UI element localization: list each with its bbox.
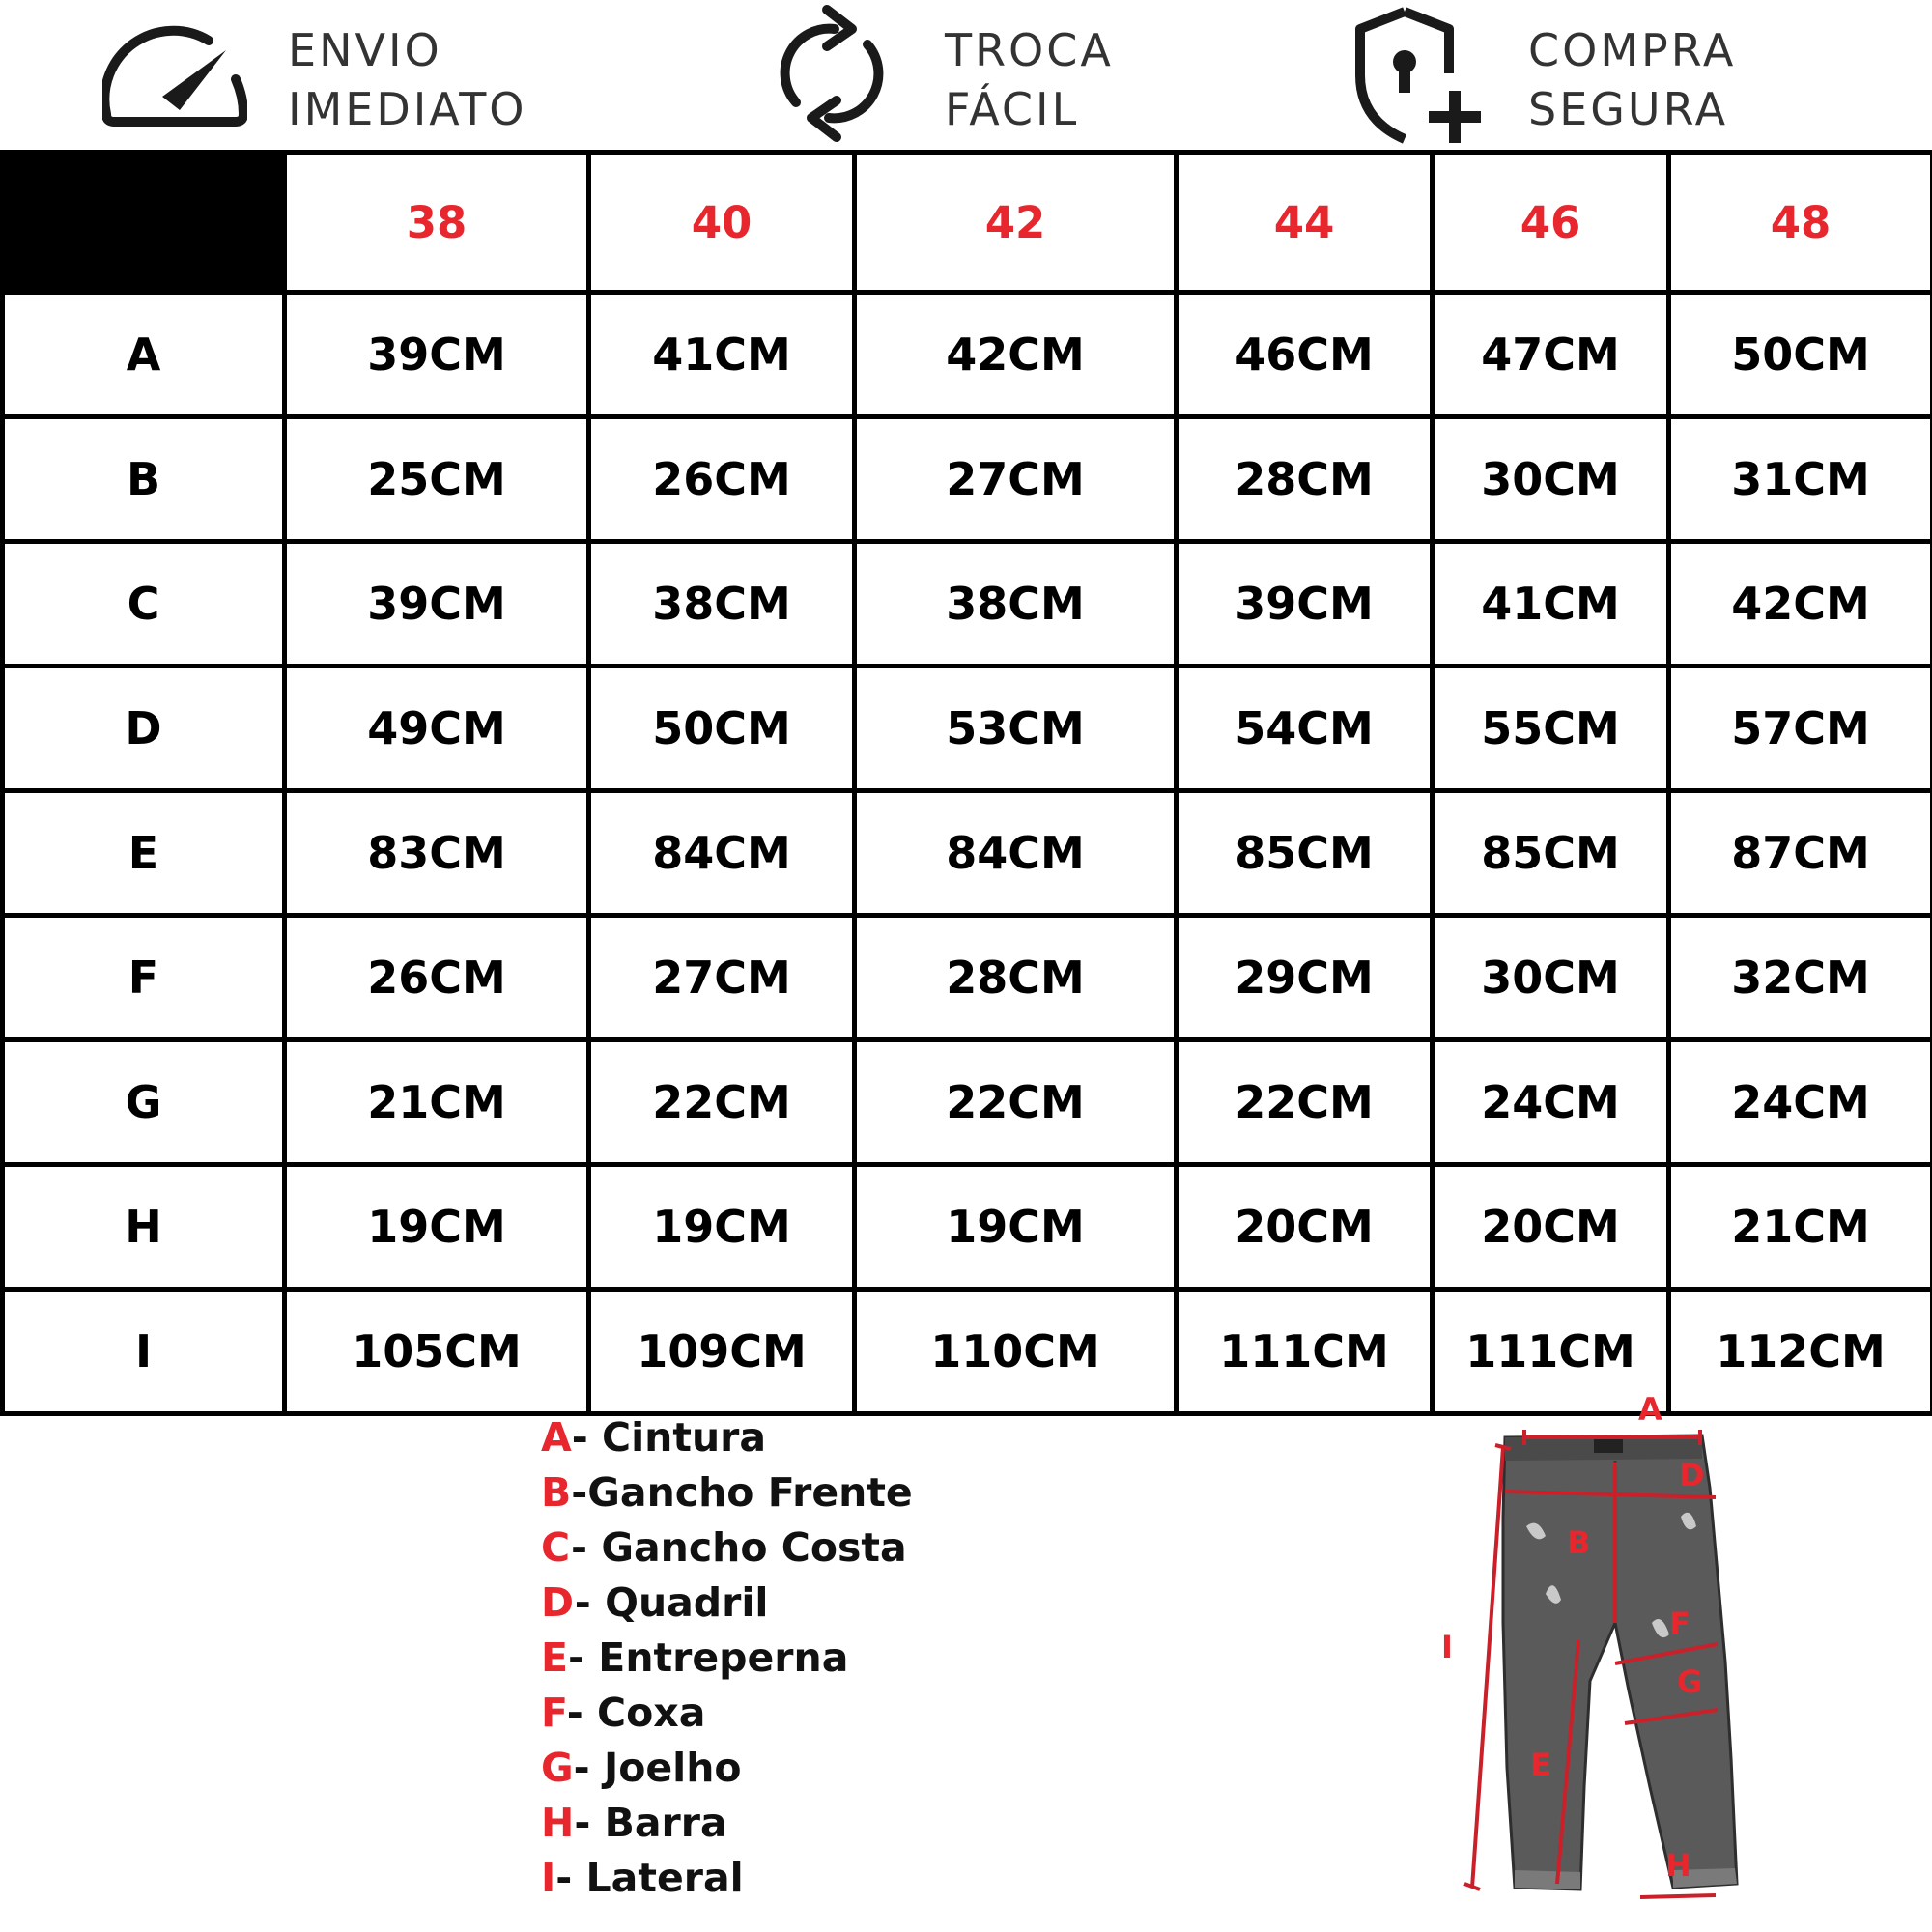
legend-item [541,1520,913,1576]
legend-item [541,1465,913,1520]
feature-line2: SEGURA [1528,83,1729,135]
legend-item [541,1796,913,1851]
feature-compra [1343,0,1806,145]
measurement-value: 31CM [1669,417,1932,542]
measurement-letter: B [3,417,285,542]
measurement-letter: C [3,542,285,667]
pants-measurement-diagram [1391,1381,1739,1913]
legend-letter: D [541,1579,575,1626]
measurement-letter: F [3,916,285,1040]
size-header: 46 [1433,153,1669,293]
table-row [3,791,1932,916]
size-header: 42 [855,153,1177,293]
legend-text: - Joelho [573,1745,742,1791]
measurement-value: 54CM [1177,667,1433,791]
size-header: 38 [285,153,589,293]
legend-text: - Gancho Costa [571,1524,907,1571]
diagram-label-b: B [1567,1524,1591,1561]
legend-text: - Barra [574,1800,727,1846]
measurement-legend [541,1410,913,1906]
measurement-letter: A [3,293,285,417]
diagram-label-i: I [1441,1629,1453,1665]
measurement-value: 30CM [1433,417,1669,542]
measurement-value: 57CM [1669,667,1932,791]
size-header: 48 [1669,153,1932,293]
table-row [3,1040,1932,1165]
measurement-value: 21CM [285,1040,589,1165]
legend-text: - Cintura [571,1414,767,1461]
measurement-value: 84CM [589,791,855,916]
measurement-value: 27CM [855,417,1177,542]
measurement-value: 85CM [1177,791,1433,916]
feature-line1: TROCA [945,24,1114,76]
legend-text: -Gancho Frente [571,1469,913,1516]
feature-envio [97,0,541,145]
legend-item [541,1851,913,1906]
measurement-value: 25CM [285,417,589,542]
measurement-value: 26CM [285,916,589,1040]
measurement-value: 41CM [1433,542,1669,667]
diagram-label-a: A [1638,1391,1662,1428]
legend-item [541,1576,913,1631]
size-header: 40 [589,153,855,293]
diagram-label-h: H [1665,1847,1691,1884]
feature-line2: IMEDIATO [288,83,527,135]
measurement-value: 42CM [1669,542,1932,667]
measurement-value: 109CM [589,1290,855,1414]
legend-text: - Lateral [555,1855,744,1901]
legend-letter: H [541,1800,575,1846]
refresh-arrows-icon [771,2,893,145]
legend-letter: I [541,1855,556,1901]
legend-text: - Entreperna [568,1634,849,1681]
measurement-value: 29CM [1177,916,1433,1040]
measurement-value: 27CM [589,916,855,1040]
measurement-value: 38CM [855,542,1177,667]
feature-line1: ENVIO [288,24,442,76]
shield-lock-plus-icon [1352,6,1497,145]
legend-letter: E [541,1634,569,1681]
measurement-value: 83CM [285,791,589,916]
legend-letter: G [541,1745,574,1791]
measurement-value: 28CM [1177,417,1433,542]
table-row [3,293,1932,417]
measurement-value: 111CM [1177,1290,1433,1414]
measurement-value: 19CM [855,1165,1177,1290]
measurement-value: 39CM [285,542,589,667]
diagram-label-d: D [1679,1457,1705,1493]
measurement-letter: E [3,791,285,916]
size-header-row [3,153,1932,293]
legend-item [541,1741,913,1796]
measurement-value: 46CM [1177,293,1433,417]
diagram-label-e: E [1530,1747,1551,1783]
measurement-value: 30CM [1433,916,1669,1040]
measurement-value: 22CM [855,1040,1177,1165]
speedometer-icon [102,21,247,129]
table-corner-cell [3,153,285,293]
measurement-value: 55CM [1433,667,1669,791]
diagram-label-g: G [1677,1663,1703,1700]
size-header: 44 [1177,153,1433,293]
feature-line1: COMPRA [1528,24,1737,76]
measurement-value: 50CM [1669,293,1932,417]
measurement-value: 39CM [285,293,589,417]
measurement-value: 47CM [1433,293,1669,417]
measurement-letter: D [3,667,285,791]
measurement-value: 28CM [855,916,1177,1040]
measurement-value: 19CM [285,1165,589,1290]
size-table [0,150,1932,1416]
measurement-value: 20CM [1177,1165,1433,1290]
table-row [3,542,1932,667]
legend-text: - Quadril [574,1579,769,1626]
legend-item [541,1410,913,1465]
measurement-value: 22CM [589,1040,855,1165]
feature-line2: FÁCIL [945,83,1080,135]
feature-troca [763,0,1169,145]
measurement-value: 50CM [589,667,855,791]
table-row [3,417,1932,542]
legend-letter: A [541,1414,572,1461]
measurement-value: 41CM [589,293,855,417]
legend-letter: B [541,1469,572,1516]
measurement-value: 38CM [589,542,855,667]
measurement-value: 49CM [285,667,589,791]
measurement-value: 24CM [1433,1040,1669,1165]
measurement-value: 26CM [589,417,855,542]
legend-letter: F [541,1690,567,1736]
measurement-value: 84CM [855,791,1177,916]
measurement-value: 39CM [1177,542,1433,667]
legend-item [541,1686,913,1741]
measurement-value: 105CM [285,1290,589,1414]
diagram-label-f: F [1669,1605,1690,1642]
measurement-letter: I [3,1290,285,1414]
table-row [3,667,1932,791]
measurement-value: 20CM [1433,1165,1669,1290]
legend-item [541,1631,913,1686]
measurement-value: 32CM [1669,916,1932,1040]
measurement-value: 112CM [1669,1290,1932,1414]
legend-letter: C [541,1524,572,1571]
measurement-value: 22CM [1177,1040,1433,1165]
measurement-letter: H [3,1165,285,1290]
measurement-value: 53CM [855,667,1177,791]
measurement-value: 19CM [589,1165,855,1290]
measurement-value: 111CM [1433,1290,1669,1414]
legend-text: - Coxa [566,1690,706,1736]
measurement-letter: G [3,1040,285,1165]
table-row [3,1165,1932,1290]
table-row [3,916,1932,1040]
measurement-value: 42CM [855,293,1177,417]
measurement-value: 24CM [1669,1040,1932,1165]
measurement-value: 85CM [1433,791,1669,916]
measurement-value: 21CM [1669,1165,1932,1290]
measurement-value: 110CM [855,1290,1177,1414]
measurement-value: 87CM [1669,791,1932,916]
